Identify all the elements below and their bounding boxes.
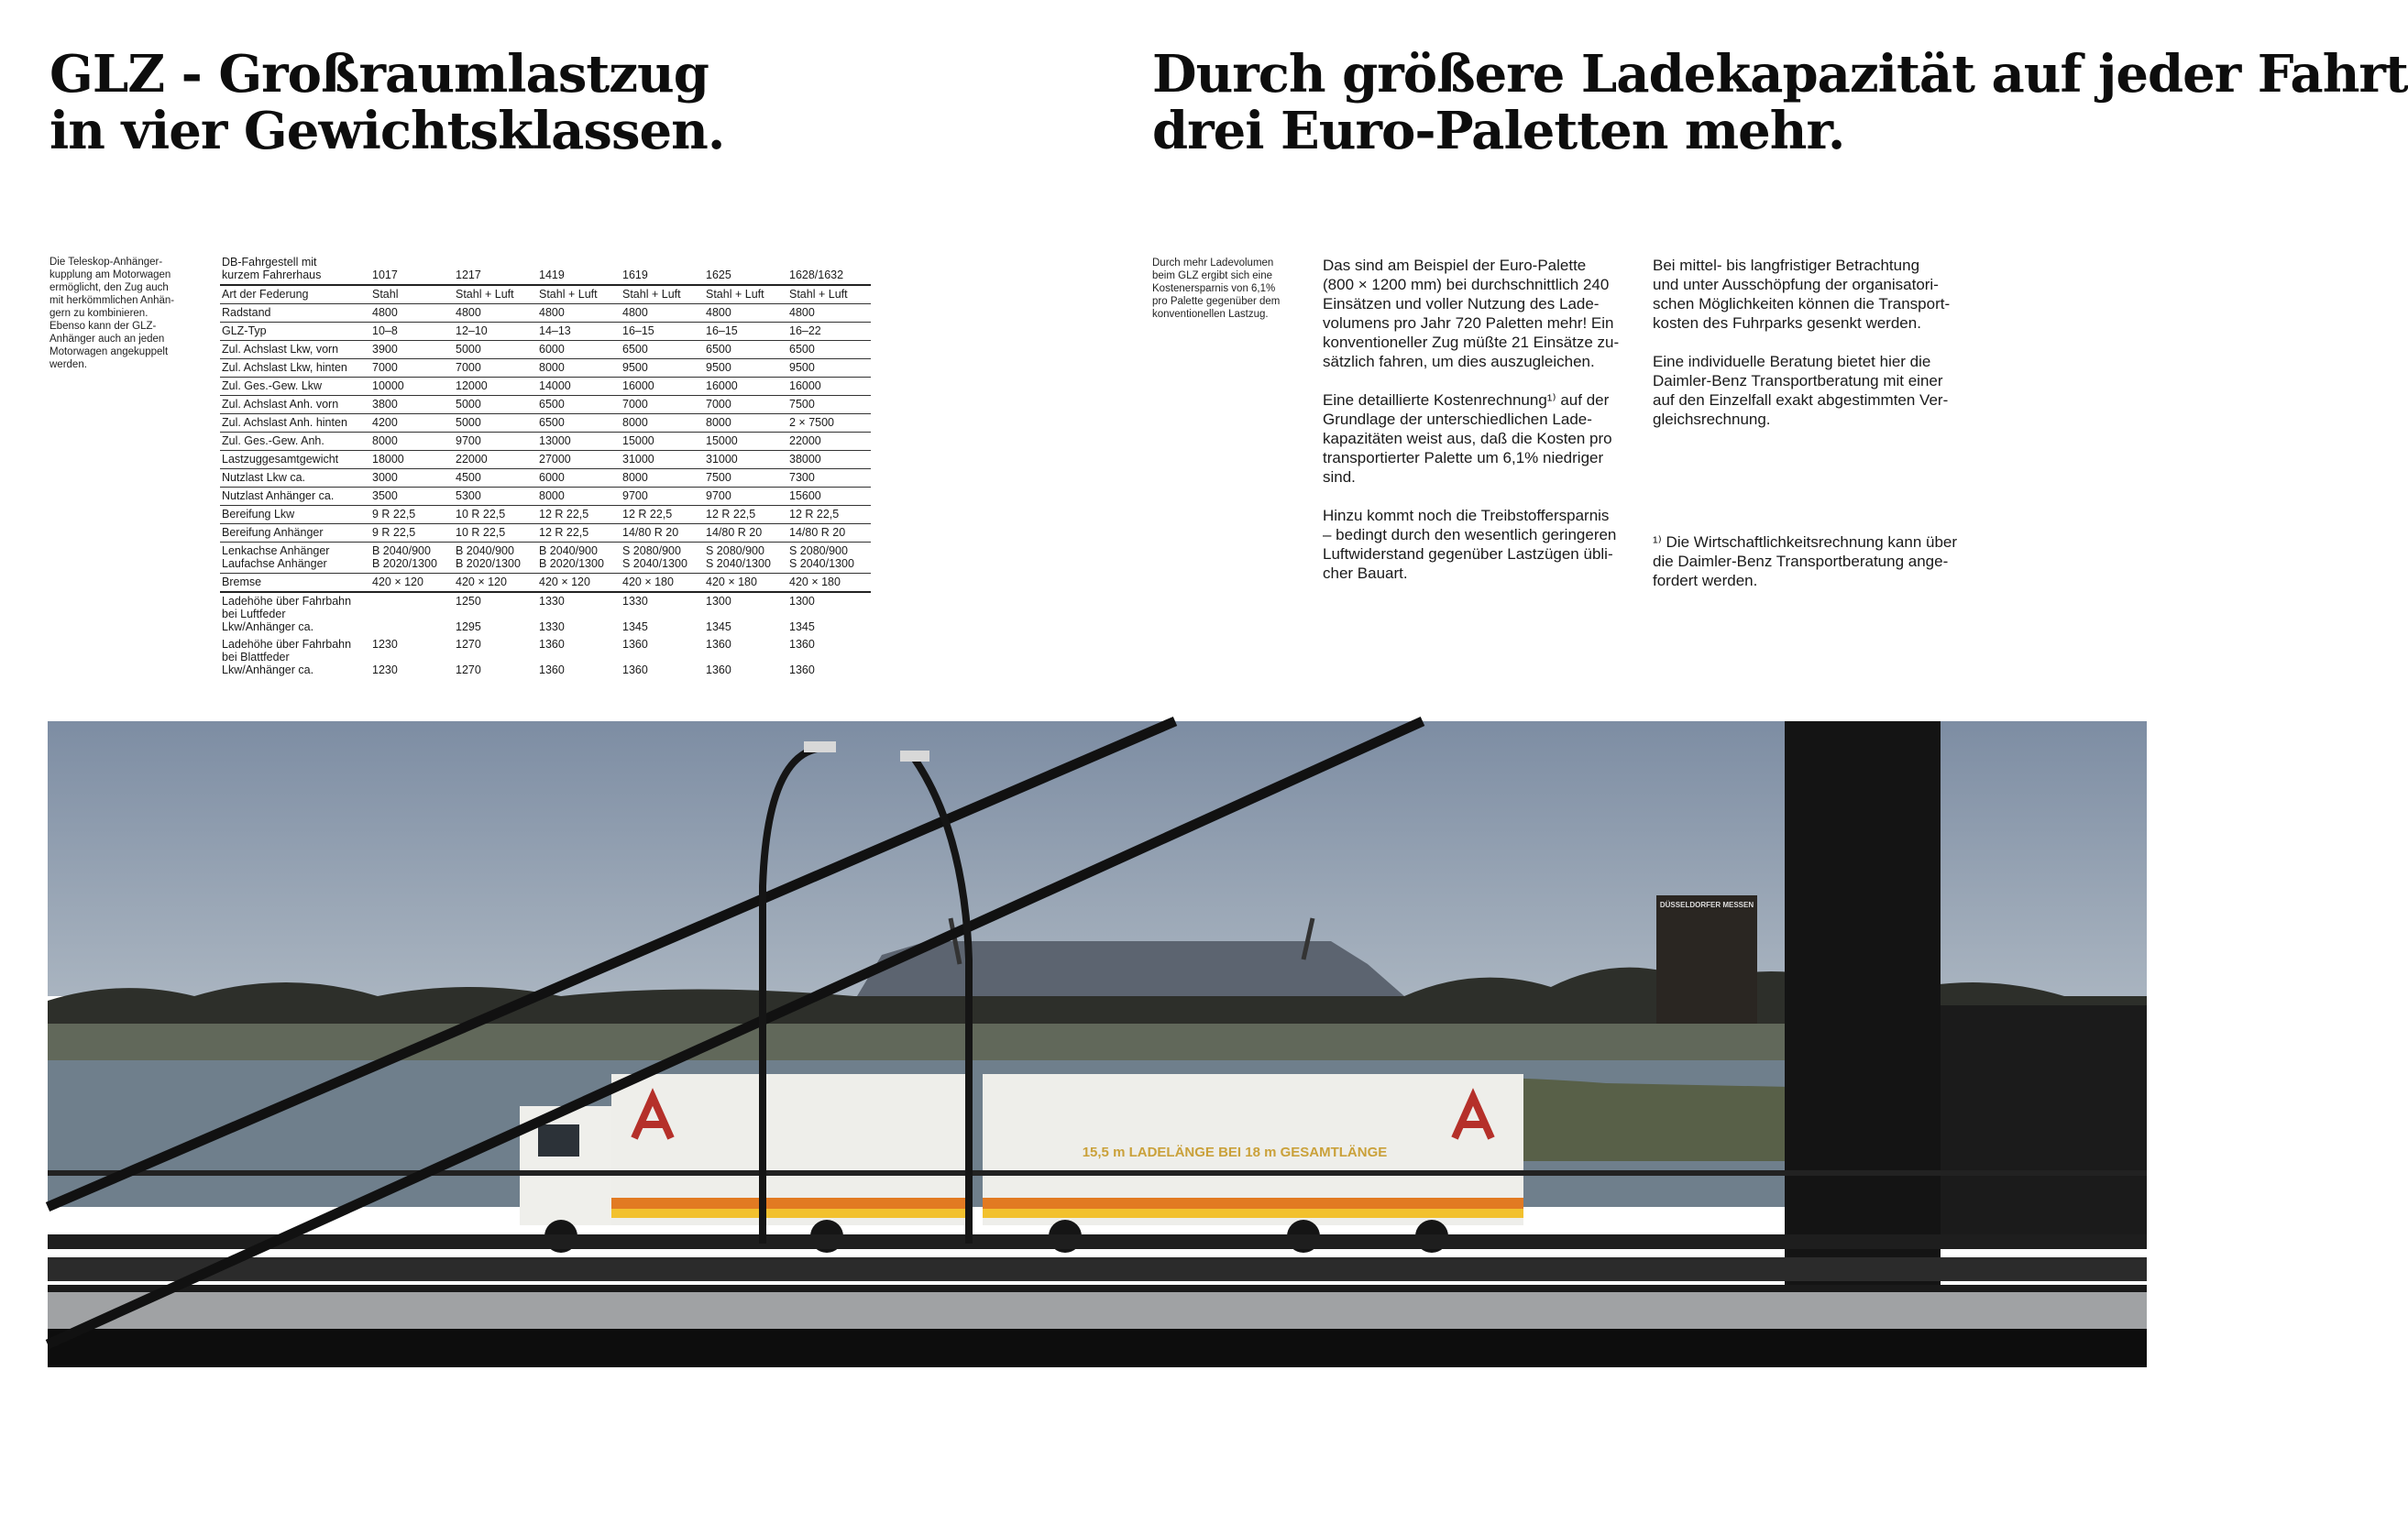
right-heading [1152,46,2408,159]
spec-cell: 1230 1230 [372,638,398,676]
spec-cell: 12 R 22,5 [622,508,673,521]
spec-cell: 16000 [622,379,654,392]
spec-row-label: Ladehöhe über Fahrbahn bei Luftfeder Lkw/Anhänger ca. [222,595,352,633]
spec-row-label: Lenkachse Anhänger Laufachse Anhänger [222,544,330,570]
spec-row-label: Ladehöhe über Fahrbahn bei Blattfeder Lkw/Anhänger ca. [222,638,352,676]
spec-cell: 31000 [622,453,654,466]
spec-row-label: Art der Federung [222,288,309,301]
truck-stripe-orange [611,1198,969,1209]
spec-cell: 4800 [456,306,481,319]
spec-cell: 4800 [789,306,815,319]
stadium [854,941,1404,1001]
spec-table-row [220,574,871,593]
spec-cell: 27000 [539,453,571,466]
left-heading-line-2: in vier Gewichtsklassen. [49,101,725,161]
spec-cell: 8000 [539,361,565,374]
spec-row-label: Zul. Achslast Lkw, vorn [222,343,339,356]
spec-cell: 10 R 22,5 [456,508,506,521]
spec-cell: 10 R 22,5 [456,526,506,539]
spec-cell: 6500 [706,343,731,356]
spec-cell: 14–13 [539,324,571,337]
spec-table-row [220,543,871,574]
right-heading-line-2: drei Euro-Paletten mehr. [1152,101,1845,161]
truck-cab-window [538,1124,579,1157]
spec-cell: 12–10 [456,324,488,337]
spec-table-row [220,359,871,378]
spec-cell: 9 R 22,5 [372,526,416,539]
spec-cell: 10000 [372,379,404,392]
spec-table-row [220,323,871,341]
body-column-1 [1323,256,1634,602]
spec-cell: 4800 [372,306,398,319]
paragraph: Eine detaillierte Kostenrechnung¹⁾ auf der Grundlage der unterschiedlichen Lade- kapazitäten weist aus, daß die Kosten pro transportierter Palette um 6,1% niedriger sind. [1323,391,1612,486]
spec-cell: 3500 [372,489,398,502]
spec-cell: 16000 [706,379,738,392]
spec-cell: S 2080/900 S 2040/1300 [706,544,771,570]
spec-cell: 22000 [456,453,488,466]
body-column-2 [1653,256,1983,448]
spec-cell: 9700 [456,434,481,447]
spec-table-row [220,341,871,359]
spec-row-label: Nutzlast Anhänger ca. [222,489,335,502]
spec-cell: 7500 [706,471,731,484]
spec-cell: 14/80 R 20 [706,526,763,539]
spec-cell: Stahl + Luft [456,288,514,301]
spec-table-row [220,378,871,396]
spec-cell: 4800 [622,306,648,319]
truck-stripe-yellow [611,1209,969,1218]
left-heading [49,46,724,159]
trailer-stripe-yellow [983,1209,1523,1218]
spec-cell: 420 × 180 [622,576,674,588]
spec-table-body [220,285,871,679]
spec-cell: 420 × 180 [706,576,757,588]
spec-cell: 6500 [539,398,565,411]
spec-cell: S 2080/900 S 2040/1300 [789,544,854,570]
spec-row-label: Zul. Achslast Anh. hinten [222,416,347,429]
spec-cell: 4200 [372,416,398,429]
spec-cell: 6500 [622,343,648,356]
spec-cell: 1330 1345 [622,595,648,633]
spec-cell: 16–22 [789,324,821,337]
spec-cell: 14000 [539,379,571,392]
left-heading-line-1: GLZ - Großraumlastzug [49,44,709,104]
spec-cell: 31000 [706,453,738,466]
coupling-side-note: Die Teleskop-Anhänger- kupplung am Motorwagen ermöglicht, den Zug auch mit herkömmlichen Anhän- gern zu kombinieren. Ebenso kann der GLZ- Anhänger auch an jeden Motorwagen angekuppelt werden. [49,257,175,370]
spec-row-label: Bereifung Lkw [222,508,295,521]
spec-header-cell: 1017 [372,269,398,281]
spec-cell: 1330 1330 [539,595,565,633]
spec-table-row [220,433,871,451]
spec-row-label: GLZ-Typ [222,324,267,337]
spec-cell: 7000 [622,398,648,411]
spec-row-label: Zul. Achslast Anh. vorn [222,398,339,411]
spec-cell: Stahl + Luft [539,288,598,301]
spec-cell: 420 × 120 [372,576,423,588]
spec-cell: B 2040/900 B 2020/1300 [372,544,437,570]
spec-cell: 420 × 120 [456,576,507,588]
spec-cell: 6500 [539,416,565,429]
spec-cell: 6000 [539,343,565,356]
spec-header-cell: 1217 [456,269,481,281]
spec-cell: 12000 [456,379,488,392]
spec-cell: 9700 [622,489,648,502]
spec-cell: Stahl + Luft [789,288,848,301]
spec-table-row [220,285,871,304]
spec-cell: Stahl + Luft [622,288,681,301]
paragraph: Hinzu kommt noch die Treibstoffersparnis – bedingt durch den wesentlich geringeren Luftwiderstand gegenüber Lastzügen übli- cher Bauart. [1323,507,1617,582]
spec-cell: Stahl + Luft [706,288,764,301]
spec-header-cell: 1619 [622,269,648,281]
trailer-lettering: 15,5 m LADELÄNGE BEI 18 m GESAMTLÄNGE [1082,1145,1388,1160]
spec-cell: 10–8 [372,324,398,337]
spec-cell: 8000 [622,416,648,429]
bridge-deck-shadow [48,1329,2147,1367]
lamp-head [804,741,836,752]
spec-table [220,254,871,679]
spec-table-row [220,304,871,323]
spec-cell: 2 × 7500 [789,416,835,429]
spec-cell: 9500 [622,361,648,374]
spec-cell: 7000 [372,361,398,374]
bridge-truck-photo [48,721,2147,1367]
spec-cell: 7500 [789,398,815,411]
office-tower-sign: DÜSSELDORFER MESSEN [1659,901,1754,909]
spec-cell: 7000 [706,398,731,411]
spec-table-row [220,451,871,469]
spec-row-label: Zul. Ges.-Gew. Lkw [222,379,323,392]
spec-cell: 3800 [372,398,398,411]
spec-cell: 7300 [789,471,815,484]
spec-cell: 3000 [372,471,398,484]
spec-cell: 8000 [372,434,398,447]
spec-table-row [220,469,871,488]
spec-table-row [220,592,871,636]
spec-cell: 9700 [706,489,731,502]
spec-cell: 12 R 22,5 [539,508,589,521]
spec-cell: 9500 [706,361,731,374]
spec-table-row [220,506,871,524]
spec-cell: 1360 1360 [789,638,815,676]
lamp-head [900,751,929,762]
spec-cell: 16–15 [622,324,654,337]
spec-cell: 16–15 [706,324,738,337]
spec-cell: 12 R 22,5 [789,508,840,521]
spec-cell: B 2040/900 B 2020/1300 [456,544,521,570]
paragraph: Bei mittel- bis langfristiger Betrachtung und unter Ausschöpfung der organisatori- schen Möglichkeiten können die Transport- kosten des Fuhrparks gesenkt werden. [1653,257,1951,332]
spec-table-row [220,414,871,433]
spec-cell: 4800 [706,306,731,319]
spec-header-cell: 1628/1632 [789,269,844,281]
spec-cell: 3900 [372,343,398,356]
spec-cell: 13000 [539,434,571,447]
spec-cell: Stahl [372,288,399,301]
spec-row-label: Lastzuggesamtgewicht [222,453,339,466]
spec-cell: 1270 1270 [456,638,481,676]
spec-row-label: Zul. Ges.-Gew. Anh. [222,434,324,447]
spec-row-label: Zul. Achslast Lkw, hinten [222,361,347,374]
savings-side-note: Durch mehr Ladevolumen beim GLZ ergibt sich eine Kostenersparnis von 6,1% pro Palette gegenüber dem konventionellen Lastzug. [1152,258,1281,320]
paragraph: Eine individuelle Beratung bietet hier die Daimler-Benz Transportberatung mit einer auf den Einzelfall exakt abgestimmten Ver- gleichsrechnung. [1653,353,1949,428]
paragraph: Das sind am Beispiel der Euro-Palette (800 × 1200 mm) bei durchschnittlich 240 Einsätzen und voller Nutzung des Lade- volumens pro Jahr 720 Paletten mehr! Ein konventioneller Zug müßte 21 Einsätze zu- sätzlich fahren, um dies auszugleichen. [1323,257,1620,370]
spec-cell: 1360 1360 [539,638,565,676]
spec-cell: 16000 [789,379,821,392]
spec-cell: 15000 [706,434,738,447]
spec-table-row [220,524,871,543]
spec-cell: 1300 1345 [706,595,731,633]
spec-cell: 1250 1295 [456,595,481,633]
spec-cell: 14/80 R 20 [789,526,846,539]
spec-cell: 15600 [789,489,821,502]
spec-cell: 5000 [456,343,481,356]
spec-row-label: Bremse [222,576,262,588]
spec-cell: 1300 1345 [789,595,815,633]
spec-cell: 22000 [789,434,821,447]
spec-cell: 4500 [456,471,481,484]
spec-cell: S 2080/900 S 2040/1300 [622,544,687,570]
spec-cell: 38000 [789,453,821,466]
spec-cell: 6000 [539,471,565,484]
photo-illustration [48,721,2147,1367]
spec-cell: 15000 [622,434,654,447]
spec-cell: 7000 [456,361,481,374]
spec-cell: 6500 [789,343,815,356]
spec-cell: 8000 [706,416,731,429]
spec-cell: 8000 [539,489,565,502]
spec-row-label: Nutzlast Lkw ca. [222,471,306,484]
spec-cell: 420 × 120 [539,576,590,588]
spec-cell: 4800 [539,306,565,319]
spec-table-row [220,488,871,506]
spec-cell: 420 × 180 [789,576,841,588]
footnote: ¹⁾ Die Wirtschaftlichkeitsrechnung kann über die Daimler-Benz Transportberatung ange- fordert werden. [1653,533,1958,589]
spec-cell [370,592,454,636]
spec-cell: 1360 1360 [706,638,731,676]
bridge-deck-edge [48,1292,2147,1329]
spec-table-header [220,254,871,285]
spec-row-label: Radstand [222,306,271,319]
spec-cell: 12 R 22,5 [539,526,589,539]
spec-header-cell: 1625 [706,269,731,281]
spec-cell: B 2040/900 B 2020/1300 [539,544,604,570]
spec-table-row [220,396,871,414]
spec-table-row [220,636,871,679]
spec-header-cell: DB-Fahrgestell mit kurzem Fahrerhaus [222,256,322,281]
spec-cell: 9 R 22,5 [372,508,416,521]
spec-cell: 18000 [372,453,404,466]
right-shadow [1941,1005,2147,1244]
spec-cell: 1360 1360 [622,638,648,676]
trailer-stripe-orange [983,1198,1523,1209]
spec-cell: 14/80 R 20 [622,526,679,539]
spec-cell: 8000 [622,471,648,484]
spec-cell: 12 R 22,5 [706,508,756,521]
spec-header-cell: 1419 [539,269,565,281]
spec-cell: 5300 [456,489,481,502]
right-heading-line-1: Durch größere Ladekapazität auf jeder Fahrt [1152,44,2408,104]
spec-row-label: Bereifung Anhänger [222,526,324,539]
spec-cell: 9500 [789,361,815,374]
spec-cell: 5000 [456,398,481,411]
spec-cell: 5000 [456,416,481,429]
